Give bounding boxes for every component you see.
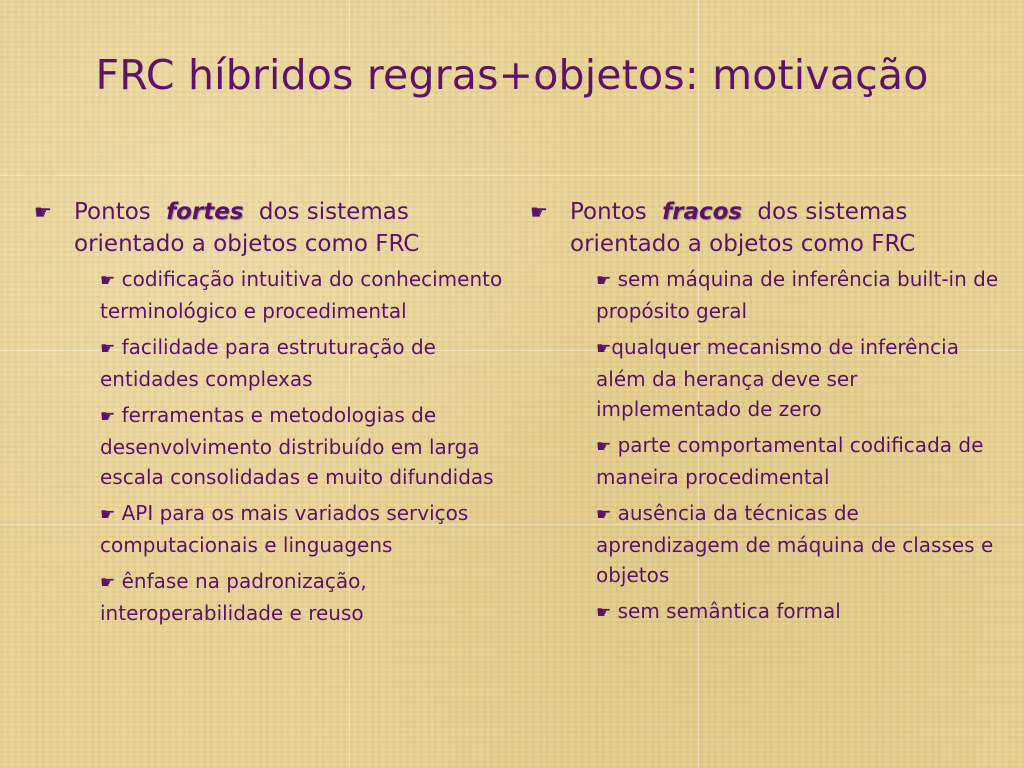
list-item xyxy=(100,566,504,628)
list-item xyxy=(100,498,504,560)
list-item-text: sem máquina de inferência built-in de propósito geral xyxy=(596,267,999,323)
pointing-hand-icon: ☛ xyxy=(530,200,548,224)
list-item-text: parte comportamental codificada de maneira procedimental xyxy=(596,433,984,489)
pointing-hand-icon: ☛ xyxy=(596,437,612,457)
right-column xyxy=(530,196,1000,634)
list-item-text: ferramentas e metodologias de desenvolvimento distribuído em larga escala consolidadas e muito difundidas xyxy=(100,403,494,489)
list-item xyxy=(100,264,504,326)
weaknesses-list xyxy=(530,264,1000,628)
pointing-hand-icon: ☛ xyxy=(100,407,116,427)
weaknesses-heading xyxy=(530,196,1000,260)
list-item xyxy=(596,498,1000,590)
list-item xyxy=(596,264,1000,326)
pointing-hand-icon: ☛ xyxy=(100,505,116,525)
pointing-hand-icon: ☛ xyxy=(596,505,612,525)
list-item-text: codificação intuitiva do conhecimento terminológico e procedimental xyxy=(100,267,503,323)
list-item xyxy=(596,332,1000,424)
pointing-hand-icon: ☛ xyxy=(596,271,612,291)
pointing-hand-icon: ☛ xyxy=(34,200,52,224)
list-item xyxy=(100,400,504,492)
pointing-hand-icon: ☛ xyxy=(100,271,116,291)
list-item-text: facilidade para estruturação de entidades complexas xyxy=(100,335,436,391)
background-seam xyxy=(0,175,1024,176)
list-item-text: ênfase na padronização, interoperabilidade e reuso xyxy=(100,569,367,625)
list-item xyxy=(596,596,1000,628)
emphasized-word: fracos xyxy=(662,199,743,225)
heading-suffix: dos sistemas orientado a objetos como FRC xyxy=(570,199,916,257)
list-item-text: sem semântica formal xyxy=(617,599,841,623)
list-item-text: ausência da técnicas de aprendizagem de máquina de classes e objetos xyxy=(596,501,994,587)
list-item xyxy=(596,430,1000,492)
strengths-heading xyxy=(34,196,504,260)
heading-prefix: Pontos xyxy=(74,199,151,225)
strengths-list xyxy=(34,264,504,628)
list-item-text: qualquer mecanismo de inferência além da herança deve ser implementado de zero xyxy=(596,335,959,421)
heading-prefix: Pontos xyxy=(570,199,647,225)
emphasized-word: fortes xyxy=(166,199,244,225)
pointing-hand-icon: ☛ xyxy=(596,603,612,623)
left-column xyxy=(34,196,504,634)
list-item-text: API para os mais variados serviços computacionais e linguagens xyxy=(100,501,469,557)
pointing-hand-icon: ☛ xyxy=(596,339,612,359)
heading-suffix: dos sistemas orientado a objetos como FRC xyxy=(74,199,420,257)
pointing-hand-icon: ☛ xyxy=(100,573,116,593)
list-item xyxy=(100,332,504,394)
slide-title: FRC híbridos regras+objetos: motivação xyxy=(95,51,929,99)
pointing-hand-icon: ☛ xyxy=(100,339,116,359)
